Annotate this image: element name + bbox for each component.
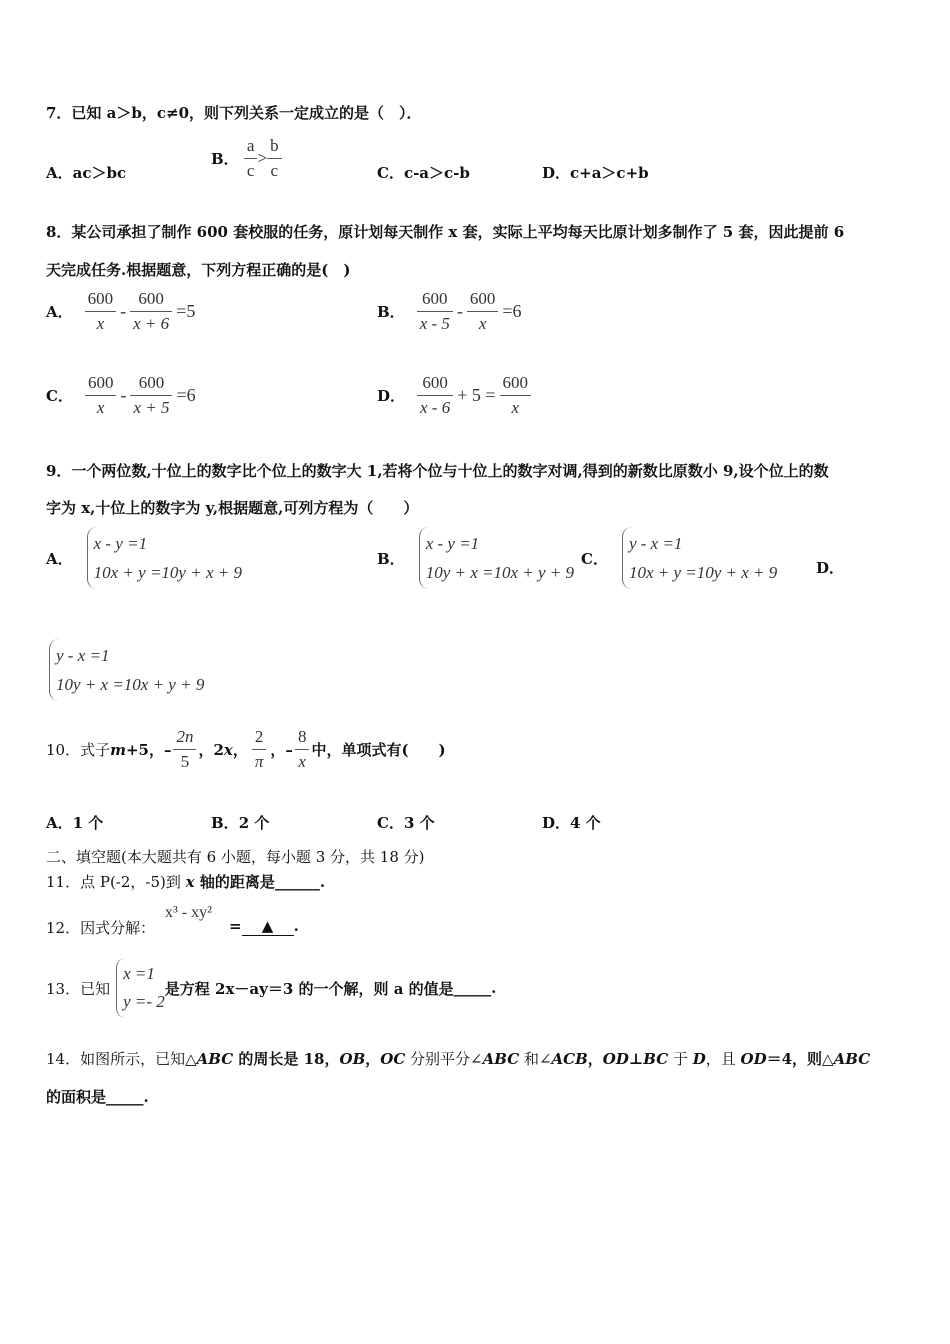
q8-option-b[interactable] bbox=[377, 289, 526, 334]
q7-option-a[interactable] bbox=[46, 162, 126, 183]
answer-blank[interactable]: _____ bbox=[106, 1088, 144, 1106]
equation-system: x - y =1 10x + y =10y + x + 9 bbox=[87, 527, 242, 589]
q9-stem-line2: 字为 x,十位上的数字为 y,根据题意,可列方程为（ ） bbox=[46, 499, 419, 517]
fraction-2-over-pi: $\frac{2}{\pi}$ bbox=[252, 727, 267, 772]
answer-blank[interactable]: ______ bbox=[274, 873, 320, 891]
q8-stem-line2: 天完成任务.根据题意，下列方程正确的是( ) bbox=[46, 261, 351, 279]
option-label: D． bbox=[542, 164, 571, 182]
fraction-2n-over-5: $\frac{2n}{5}$ bbox=[173, 727, 196, 772]
fraction-a-over-c: $\frac{a}{c}$ bbox=[244, 136, 258, 181]
answer-blank[interactable] bbox=[242, 917, 294, 936]
option-label: A． bbox=[46, 303, 73, 321]
fraction-8-over-x: $\frac{8}{x}$ bbox=[295, 727, 310, 772]
equation-system: x - y =1 10y + x =10x + y + 9 bbox=[419, 527, 574, 589]
q10-stem: 10．式子 m +5，– $\frac{2n}{5}$ ，2 x ， $\frac{2}{\pi}$ ，– $\frac{8}{x}$ 中，单项式有( ) bbox=[46, 727, 446, 771]
q14-stem-line1: 14．如图所示，已知△ABC 的周长是 18，OB，OC 分别平分∠ABC 和∠ACB，OD⊥BC 于 D，且 OD＝4，则△ABC bbox=[46, 1050, 871, 1068]
q7-stem: 7．已知 a＞b，c≠0，则下列关系一定成立的是（ ）． bbox=[46, 104, 422, 122]
q9-option-d-system[interactable] bbox=[49, 639, 204, 701]
q12-prefix: 12．因式分解： bbox=[46, 919, 156, 937]
option-text: c+a＞c+b bbox=[570, 164, 649, 182]
option-label: C． bbox=[581, 549, 608, 568]
relation-symbol: > bbox=[257, 148, 268, 168]
q13-stem: 13．已知 x =1 y =- 2 是方程 2x－ay＝3 的一个解，则 a 的值是 _____ . bbox=[46, 958, 496, 1018]
section-heading: 二、填空题(本大题共有 6 小题，每小题 3 分，共 18 分) bbox=[46, 848, 425, 866]
q9-option-b[interactable] bbox=[377, 527, 574, 589]
answer-blank[interactable]: _____ bbox=[453, 979, 492, 997]
q9-option-c[interactable] bbox=[581, 527, 777, 589]
equation-system: x =1 y =- 2 bbox=[116, 958, 165, 1018]
q10-option-a[interactable]: A．1 个 bbox=[46, 814, 104, 832]
option-label: C． bbox=[46, 387, 73, 405]
option-text: c-a＞c-b bbox=[403, 164, 470, 182]
q8-option-d[interactable] bbox=[377, 373, 531, 418]
triangle-marker-icon: ▲ bbox=[261, 917, 274, 935]
option-label: C． bbox=[377, 164, 404, 182]
option-text: ac＞bc bbox=[72, 164, 127, 182]
q7-option-d[interactable] bbox=[542, 162, 649, 183]
option-label: D． bbox=[377, 387, 406, 405]
q8-stem-line1: 8．某公司承担了制作 600 套校服的任务，原计划每天制作 x 套，实际上平均每天比原计划多制作了 5 套，因此提前 6 bbox=[46, 223, 845, 241]
option-label: B． bbox=[211, 150, 239, 168]
q9-option-d-label[interactable]: D． bbox=[816, 559, 845, 577]
option-label: A． bbox=[46, 164, 73, 182]
q8-option-c[interactable] bbox=[46, 373, 200, 418]
q12-expression: x³ - xy² bbox=[165, 904, 212, 921]
q8-option-a[interactable] bbox=[46, 289, 199, 334]
q9-option-a[interactable] bbox=[46, 527, 242, 589]
equation-system: y - x =1 10y + x =10x + y + 9 bbox=[49, 639, 204, 701]
equation: $\frac{600}{x - 5}$ - $\frac{600}{x}$ =6 bbox=[417, 289, 526, 334]
equation: $\frac{600}{x}$ - $\frac{600}{x + 6}$ =5 bbox=[85, 289, 200, 334]
q14-stem-line2: 的面积是_____. bbox=[46, 1088, 149, 1106]
q11-stem: 11．点 P(-2，-5)到 x 轴的距离是______. bbox=[46, 873, 326, 891]
option-label: B． bbox=[377, 303, 405, 321]
q12-answer: = ▲ . bbox=[229, 917, 299, 935]
q7-option-c[interactable] bbox=[377, 162, 470, 183]
q10-option-d[interactable]: D．4 个 bbox=[542, 814, 601, 832]
equation-system: y - x =1 10x + y =10y + x + 9 bbox=[622, 527, 777, 589]
equation: $\frac{600}{x}$ - $\frac{600}{x + 5}$ =6 bbox=[85, 373, 200, 418]
fraction-b-over-c: $\frac{b}{c}$ bbox=[267, 136, 282, 181]
equation: $\frac{600}{x - 6}$ + 5 = $\frac{600}{x}$ bbox=[417, 373, 531, 418]
q10-option-c[interactable]: C．3 个 bbox=[377, 814, 435, 832]
q10-option-b[interactable]: B．2 个 bbox=[211, 814, 270, 832]
option-label: B． bbox=[377, 549, 405, 568]
option-label: A． bbox=[46, 549, 73, 568]
q7-option-b[interactable] bbox=[211, 136, 282, 181]
q9-stem-line1: 9．一个两位数,十位上的数字比个位上的数字大 1,若将个位与十位上的数字对调,得到的新数比原数小 9,设个位上的数 bbox=[46, 462, 829, 480]
